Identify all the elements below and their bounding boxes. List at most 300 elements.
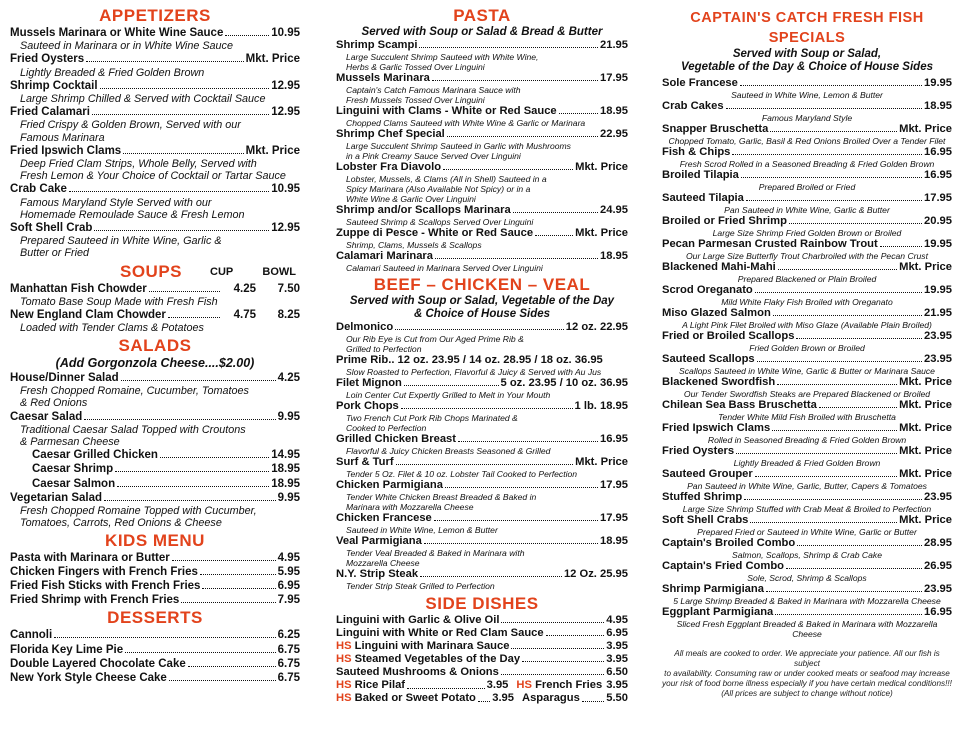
- item-name: Fish & Chips: [662, 146, 731, 158]
- item-price: Mkt. Price: [245, 53, 300, 66]
- item-price: 23.95: [924, 330, 952, 342]
- beef-title: BEEF – CHICKEN – VEAL: [373, 275, 591, 294]
- dot-leader: [726, 108, 922, 109]
- dot-leader: [741, 177, 922, 178]
- menu-item: [10, 182, 300, 196]
- item-description: Prepared Broiled or Fried: [758, 182, 856, 192]
- menu-item: [10, 628, 300, 642]
- item-description: Captain's Catch Famous Marinara Sauce with: [346, 85, 521, 95]
- menu-item: [10, 221, 300, 235]
- specials-list: [662, 77, 952, 639]
- item-description: Prepared Sauteed in White Wine, Garlic &: [20, 235, 222, 248]
- allergy-notice: [662, 649, 952, 699]
- item-name: Asparagus: [522, 692, 580, 704]
- item-description: Fried Crispy & Golden Brown, Served with our: [20, 119, 241, 132]
- side-item: [336, 653, 628, 666]
- menu-item: [662, 238, 952, 251]
- item-name: Caesar Shrimp: [32, 463, 114, 476]
- item-name: Filet Mignon: [336, 377, 402, 389]
- item-description: Prepared Blackened or Plain Broiled: [737, 274, 877, 284]
- dot-leader: [511, 648, 604, 649]
- dot-leader: [435, 258, 598, 259]
- house-side-tag: HS: [336, 692, 355, 704]
- dot-leader: [202, 588, 275, 589]
- item-price: 12.95: [271, 106, 300, 119]
- menu-item: [662, 169, 952, 182]
- item-description: Sauteed in White Wine, Lemon & Butter: [346, 525, 498, 535]
- item-description: Scallops Sauteed in White Wine, Garlic & Butter or Marinara Sauce: [679, 366, 935, 376]
- item-name: Fried Ipswich Clams: [662, 422, 771, 434]
- item-name: Vegetarian Salad: [10, 491, 103, 504]
- menu-item: [662, 606, 952, 619]
- dot-leader: [100, 88, 270, 89]
- dot-leader: [168, 317, 220, 318]
- item-description: Our Tender Swordfish Steaks are Prepared Blackened or Broiled: [683, 389, 931, 399]
- dot-leader: [740, 85, 922, 86]
- kids-title: KIDS MENU: [105, 530, 205, 550]
- item-price: 6.95: [277, 579, 300, 592]
- menu-item: [336, 354, 628, 367]
- item-description: Sauteed in Marinara or in White Wine Sauce: [20, 40, 233, 53]
- item-description: Shrimp, Clams, Mussels & Scallops: [346, 240, 482, 250]
- item-price: 6.75: [277, 657, 300, 670]
- item-price: 5.95: [277, 565, 300, 578]
- item-name: Linguini with White or Red Clam Sauce: [336, 627, 544, 639]
- item-name: Scrod Oreganato: [662, 284, 753, 296]
- item-name: Linguini with Garlic & Olive Oil: [336, 614, 500, 626]
- dot-leader: [522, 661, 604, 662]
- dot-leader: [755, 292, 922, 293]
- menu-item: [662, 422, 952, 435]
- cup-bowl-labels: [210, 266, 300, 278]
- bowl-label: BOWL: [262, 265, 296, 278]
- menu-item: [662, 192, 952, 205]
- dot-leader: [778, 269, 897, 270]
- item-price: 28.95: [924, 537, 952, 549]
- item-description: & Red Onions: [20, 397, 88, 410]
- item-description: A Light Pink Filet Broiled with Miso Glaze (Available Plain Broiled): [682, 320, 932, 330]
- item-price: 9.95: [277, 410, 300, 423]
- item-price: 16.95: [924, 169, 952, 181]
- menu-item: [662, 77, 952, 90]
- dot-leader: [169, 680, 276, 681]
- item-description: Large Succulent Shrimp Sauteed with White Wine,: [346, 52, 539, 62]
- side-item: [336, 614, 628, 627]
- item-description: Sole, Scrod, Shrimp & Scallops: [747, 573, 867, 583]
- item-name: New England Clam Chowder: [10, 308, 166, 321]
- dot-leader: [94, 230, 269, 231]
- dot-leader: [501, 674, 604, 675]
- menu-item: [662, 399, 952, 412]
- item-description: White Wine & Garlic Over Linguini: [346, 194, 476, 204]
- menu-item: [662, 491, 952, 504]
- item-name: New York Style Cheese Cake: [10, 671, 167, 684]
- item-name: Fried Shrimp with French Fries: [10, 594, 180, 607]
- soups-list: [10, 282, 300, 334]
- dot-leader: [445, 487, 598, 488]
- menu-item: [336, 128, 628, 141]
- salads-subtitle: (Add Gorgonzola Cheese....$2.00): [55, 356, 255, 371]
- menu-item: [662, 215, 952, 228]
- item-price: 9.95: [277, 491, 300, 504]
- item-name: Linguini with Clams - White or Red Sauce: [336, 105, 557, 117]
- item-description: Tender 5 Oz. Filet & 10 oz. Lobster Tail Cooked to Perfection: [346, 469, 578, 479]
- item-price: 6.95: [606, 627, 628, 639]
- item-price: 16.95: [924, 606, 952, 618]
- item-price: Mkt. Price: [245, 144, 300, 157]
- item-name: Shrimp Parmigiana: [662, 583, 764, 595]
- dot-leader: [181, 602, 275, 603]
- item-description: Pan Sauteed in White Wine, Garlic, Butter, Capers & Tomatoes: [687, 481, 927, 491]
- menu-item: [662, 537, 952, 550]
- menu-item: [336, 161, 628, 174]
- item-description: Flavorful & Juicy Chicken Breasts Seasoned & Grilled: [346, 446, 551, 456]
- item-price: 3.95: [606, 653, 628, 665]
- dot-leader: [69, 191, 269, 192]
- item-name: Fried Oysters: [10, 53, 85, 66]
- dot-leader: [225, 35, 269, 36]
- item-name: Pork Chops: [336, 400, 399, 412]
- item-description: Mild White Flaky Fish Broiled with Oreganato: [721, 297, 893, 307]
- item-price: Mkt. Price: [899, 399, 952, 411]
- dot-leader: [121, 380, 276, 381]
- dot-leader: [396, 464, 574, 465]
- middle-column: [336, 0, 628, 705]
- item-name: Zuppe di Pesce - White or Red Sauce: [336, 227, 534, 239]
- side-item: [336, 692, 514, 705]
- menu-item: [336, 377, 628, 390]
- item-name: Sauteed Tilapia: [662, 192, 744, 204]
- item-description: Our Rib Eye is Cut from Our Aged Prime Rib &: [346, 334, 524, 344]
- dot-leader: [200, 574, 276, 575]
- dot-leader: [880, 246, 922, 247]
- menu-item: [336, 479, 628, 492]
- item-price: 18.95: [600, 105, 628, 117]
- menu-item: [10, 79, 300, 93]
- item-price: Mkt. Price: [899, 422, 952, 434]
- bowl-price: 7.50: [277, 282, 300, 295]
- item-name: Crab Cake: [10, 183, 67, 196]
- menu-item: [662, 353, 952, 366]
- sides-title: SIDE DISHES: [425, 594, 539, 613]
- item-price: 18.95: [600, 250, 628, 262]
- item-description: Tender White Mild Fish Broiled with Bruschetta: [718, 412, 896, 422]
- dot-leader: [746, 200, 922, 201]
- item-price: 6.75: [277, 671, 300, 684]
- item-name: Double Layered Chocolate Cake: [10, 657, 186, 670]
- item-name: Grilled Chicken Breast: [336, 433, 456, 445]
- dot-leader: [123, 153, 243, 154]
- item-price: 10.95: [271, 183, 300, 196]
- dot-leader: [447, 136, 598, 137]
- cup-price: 4.75: [233, 308, 256, 321]
- item-price: Mkt. Price: [575, 227, 628, 239]
- dot-leader: [117, 486, 269, 487]
- item-description: Fresh Scrod Rolled in a Seasoned Breading & Fried Golden Brown: [679, 159, 935, 169]
- desserts-list: [10, 628, 300, 685]
- dot-leader: [188, 666, 276, 667]
- item-name: Shrimp Cocktail: [10, 79, 98, 92]
- item-price: 19.95: [924, 284, 952, 296]
- menu-item: [10, 643, 300, 657]
- item-price: Mkt. Price: [899, 261, 952, 273]
- item-price: 5 oz. 23.95 / 10 oz. 36.95: [500, 377, 628, 389]
- menu-item: [336, 204, 628, 217]
- appetizers-list: [10, 26, 300, 260]
- item-name: Eggplant Parmigiana: [662, 606, 774, 618]
- item-name: Fried Oysters: [662, 445, 735, 457]
- menu-item: [662, 123, 952, 136]
- item-description: Tender Strip Steak Grilled to Perfection: [346, 581, 495, 591]
- dot-leader: [744, 499, 922, 500]
- item-description: Large Shrimp Chilled & Served with Cocktail Sauce: [20, 93, 266, 106]
- menu-item: [662, 468, 952, 481]
- item-description: Marinara with Mozzarella Cheese: [346, 502, 474, 512]
- dot-leader: [424, 543, 598, 544]
- item-description: Tomatoes, Carrots, Red Onions & Cheese: [20, 517, 222, 530]
- item-description: Large Succulent Shrimp Sauteed in Garlic with Mushrooms: [346, 141, 571, 151]
- dot-leader: [104, 500, 276, 501]
- item-name: Soft Shell Crab: [10, 222, 93, 235]
- menu-item: [662, 261, 952, 274]
- item-description: Tomato Base Soup Made with Fresh Fish: [20, 295, 218, 308]
- item-description: Rolled in Seasoned Breading & Fried Golden Brown: [707, 435, 907, 445]
- item-name: Lobster Fra Diavolo: [336, 161, 442, 173]
- item-name: Caesar Salad: [10, 410, 83, 423]
- item-price: 23.95: [924, 583, 952, 595]
- item-description: Sauteed Shrimp & Scallops Served Over Linguini: [346, 217, 534, 227]
- item-price: 3.95: [492, 692, 514, 704]
- item-description: Salmon, Scallops, Shrimp & Crab Cake: [732, 550, 882, 560]
- item-description: Prepared Fried or Sauteed in White Wine, Garlic or Butter: [697, 527, 917, 537]
- item-name: Steamed Vegetables of the Day: [354, 653, 521, 665]
- item-name: Chicken Parmigiana: [336, 479, 443, 491]
- dot-leader: [736, 453, 897, 454]
- item-price: 3.95: [486, 679, 509, 691]
- item-price: 20.95: [924, 215, 952, 227]
- dot-leader: [757, 361, 922, 362]
- menu-item: [10, 579, 300, 593]
- notice-line: All meals are cooked to order. We appreciate your patience. All our fish is subject: [674, 649, 940, 668]
- item-price: 16.95: [600, 433, 628, 445]
- item-description: Grilled to Perfection: [346, 344, 422, 354]
- menu-item: [10, 462, 300, 476]
- item-description: Famous Maryland Style: [761, 113, 853, 123]
- side-item: [336, 666, 628, 679]
- dot-leader: [775, 614, 922, 615]
- item-price: 6.75: [277, 643, 300, 656]
- item-name: French Fries: [535, 679, 603, 691]
- item-name: Snapper Bruschetta: [662, 123, 769, 135]
- item-description: Fresh Chopped Romaine, Cucumber, Tomatoes: [20, 385, 249, 398]
- dot-leader: [443, 169, 573, 170]
- dot-leader: [732, 154, 922, 155]
- item-description: Spicy Marinara (Also Available Not Spicy) or in a: [346, 184, 531, 194]
- menu-item: [336, 568, 628, 581]
- item-price: 6.25: [277, 629, 300, 642]
- item-price: 23.95: [924, 353, 952, 365]
- side-item: [514, 692, 628, 705]
- item-price: 6.50: [606, 666, 628, 678]
- dot-leader: [777, 384, 897, 385]
- dot-leader: [789, 223, 922, 224]
- item-price: 3.95: [606, 679, 628, 691]
- item-name: Pecan Parmesan Crusted Rainbow Trout: [662, 238, 878, 250]
- item-name: Florida Key Lime Pie: [10, 643, 124, 656]
- menu-item: [10, 144, 300, 158]
- item-price: 17.95: [924, 192, 952, 204]
- dot-leader: [478, 692, 490, 702]
- item-description: Loin Center Cut Expertly Grilled to Melt in Your Mouth: [346, 390, 551, 400]
- menu-item: [10, 491, 300, 505]
- dot-leader: [86, 61, 244, 62]
- item-description: Butter or Fried: [20, 247, 90, 260]
- soup-item: [10, 308, 300, 322]
- item-name: Sauteed Mushrooms & Onions: [336, 666, 499, 678]
- beef-subtitle-2: & Choice of House Sides: [413, 308, 551, 320]
- item-description: Traditional Caesar Salad Topped with Croutons: [20, 423, 246, 436]
- appetizers-title: APPETIZERS: [99, 6, 211, 25]
- item-description: Chopped Tomato, Garlic, Basil & Red Onions Broiled Over a Tender Filet: [668, 136, 946, 146]
- menu-item: [336, 72, 628, 85]
- item-name: Broiled or Fried Shrimp: [662, 215, 787, 227]
- item-name: Linguini with Marinara Sauce: [354, 640, 510, 652]
- item-price: 26.95: [924, 560, 952, 572]
- item-name: Miso Glazed Salmon: [662, 307, 771, 319]
- menu-item: [10, 26, 300, 40]
- dot-leader: [513, 212, 598, 213]
- beef-subtitle-1: Served with Soup or Salad, Vegetable of the Day: [349, 295, 615, 307]
- item-price: Mkt. Price: [899, 123, 952, 135]
- beef-list: [336, 321, 628, 591]
- item-description: Fried Golden Brown or Broiled: [749, 343, 865, 353]
- side-item: [336, 640, 628, 653]
- item-price: 18.95: [271, 477, 300, 490]
- dot-leader: [125, 652, 275, 653]
- soups-header: [10, 262, 300, 282]
- dot-leader: [797, 545, 922, 546]
- dot-leader: [796, 338, 922, 339]
- item-name: Prime Rib.. 12 oz. 23.95 / 14 oz. 28.95 / 18 oz. 36.95: [336, 354, 603, 366]
- item-price: Mkt. Price: [899, 514, 952, 526]
- dot-leader: [772, 430, 897, 431]
- menu-item: [336, 512, 628, 525]
- menu-item: [10, 593, 300, 607]
- item-price: 23.95: [924, 491, 952, 503]
- item-name: Pasta with Marinara or Butter: [10, 551, 170, 564]
- item-name: Sauteed Grouper: [662, 468, 753, 480]
- item-price: 17.95: [600, 512, 628, 524]
- dot-leader: [115, 471, 269, 472]
- item-name: Manhattan Fish Chowder: [10, 282, 147, 295]
- item-description: Herbs & Garlic Tossed Over Linguini: [346, 62, 485, 72]
- item-price: 17.95: [600, 72, 628, 84]
- item-name: Stuffed Shrimp: [662, 491, 743, 503]
- item-name: Shrimp and/or Scallops Marinara: [336, 204, 511, 216]
- item-price: Mkt. Price: [899, 376, 952, 388]
- menu-item: [10, 671, 300, 685]
- side-pair-row: [336, 692, 628, 705]
- item-price: Mkt. Price: [575, 456, 628, 468]
- item-name: Sole Francese: [662, 77, 738, 89]
- item-description: Pan Sauteed in White Wine, Garlic & Butter: [724, 205, 890, 215]
- notice-line: your risk of food borne illness especially if you have certain medical conditions!!!: [662, 679, 952, 688]
- menu-item: [662, 284, 952, 297]
- item-price: 18.95: [924, 100, 952, 112]
- item-name: Fried Calamari: [10, 106, 90, 119]
- item-price: 12 Oz. 25.95: [563, 568, 628, 580]
- item-price: 7.95: [277, 594, 300, 607]
- item-name: Caesar Salmon: [32, 477, 116, 490]
- item-description: Lightly Breaded & Fried Golden Brown: [733, 458, 881, 468]
- salads-list: [10, 371, 300, 529]
- item-description: Tender White Chicken Breast Breaded & Baked in: [346, 492, 537, 502]
- item-price: 1 lb. 18.95: [574, 400, 628, 412]
- menu-item: [10, 105, 300, 119]
- item-price: 3.95: [606, 640, 628, 652]
- menu-item: [662, 330, 952, 343]
- dot-leader: [54, 637, 275, 638]
- side-pair-row: [336, 679, 628, 692]
- menu-item: [10, 477, 300, 491]
- specials-title: CAPTAIN'S CATCH FRESH FISH SPECIALS: [690, 10, 924, 46]
- item-price: Mkt. Price: [899, 445, 952, 457]
- item-name: Fried Ipswich Clams: [10, 144, 122, 157]
- dot-leader: [582, 692, 604, 702]
- item-price: 17.95: [600, 479, 628, 491]
- menu-item: [662, 307, 952, 320]
- dot-leader: [404, 385, 499, 386]
- cup-label: CUP: [210, 265, 234, 278]
- item-name: House/Dinner Salad: [10, 372, 119, 385]
- dot-leader: [407, 679, 485, 689]
- item-description: Homemade Remoulade Sauce & Fresh Lemon: [20, 208, 245, 221]
- item-description: Large Size Shrimp Stuffed with Crab Meat & Broiled to Perfection: [682, 504, 932, 514]
- item-description: Cooked to Perfection: [346, 423, 427, 433]
- item-name: Shrimp Scampi: [336, 39, 418, 51]
- item-name: Captain's Fried Combo: [662, 560, 785, 572]
- item-name: Caesar Grilled Chicken: [32, 449, 158, 462]
- item-name: Chicken Francese: [336, 512, 432, 524]
- menu-item: [10, 657, 300, 671]
- notice-line: (All prices are subject to change without notice): [721, 689, 893, 698]
- item-description: Slow Roasted to Perfection, Flavorful & Juicy & Served with Au Jus: [346, 367, 602, 377]
- menu-item: [662, 560, 952, 573]
- item-description: Two French Cut Pork Rib Chops Marinated &: [346, 413, 518, 423]
- pasta-list: [336, 39, 628, 273]
- item-name: Delmonico: [336, 321, 394, 333]
- item-price: 4.95: [277, 551, 300, 564]
- dot-leader: [546, 635, 605, 636]
- item-name: N.Y. Strip Steak: [336, 568, 419, 580]
- menu-item: [662, 146, 952, 159]
- dot-leader: [786, 568, 922, 569]
- item-description: Lightly Breaded & Fried Golden Brown: [20, 66, 205, 79]
- dot-leader: [434, 520, 598, 521]
- item-description: Chopped Clams Sauteed with White Wine & Garlic or Marinara: [346, 118, 586, 128]
- dot-leader: [401, 408, 573, 409]
- item-price: 12.95: [271, 222, 300, 235]
- item-name: Captain's Broiled Combo: [662, 537, 796, 549]
- item-description: Loaded with Tender Clams & Potatoes: [20, 321, 204, 334]
- menu-item: [10, 410, 300, 424]
- bowl-price: 8.25: [277, 308, 300, 321]
- salads-title: SALADS: [118, 336, 192, 356]
- item-price: 5.50: [606, 692, 628, 704]
- item-description: Tender Veal Breaded & Baked in Marinara with: [346, 548, 525, 558]
- item-price: 16.95: [924, 146, 952, 158]
- item-name: Mussels Marinara or White Wine Sauce: [10, 27, 224, 39]
